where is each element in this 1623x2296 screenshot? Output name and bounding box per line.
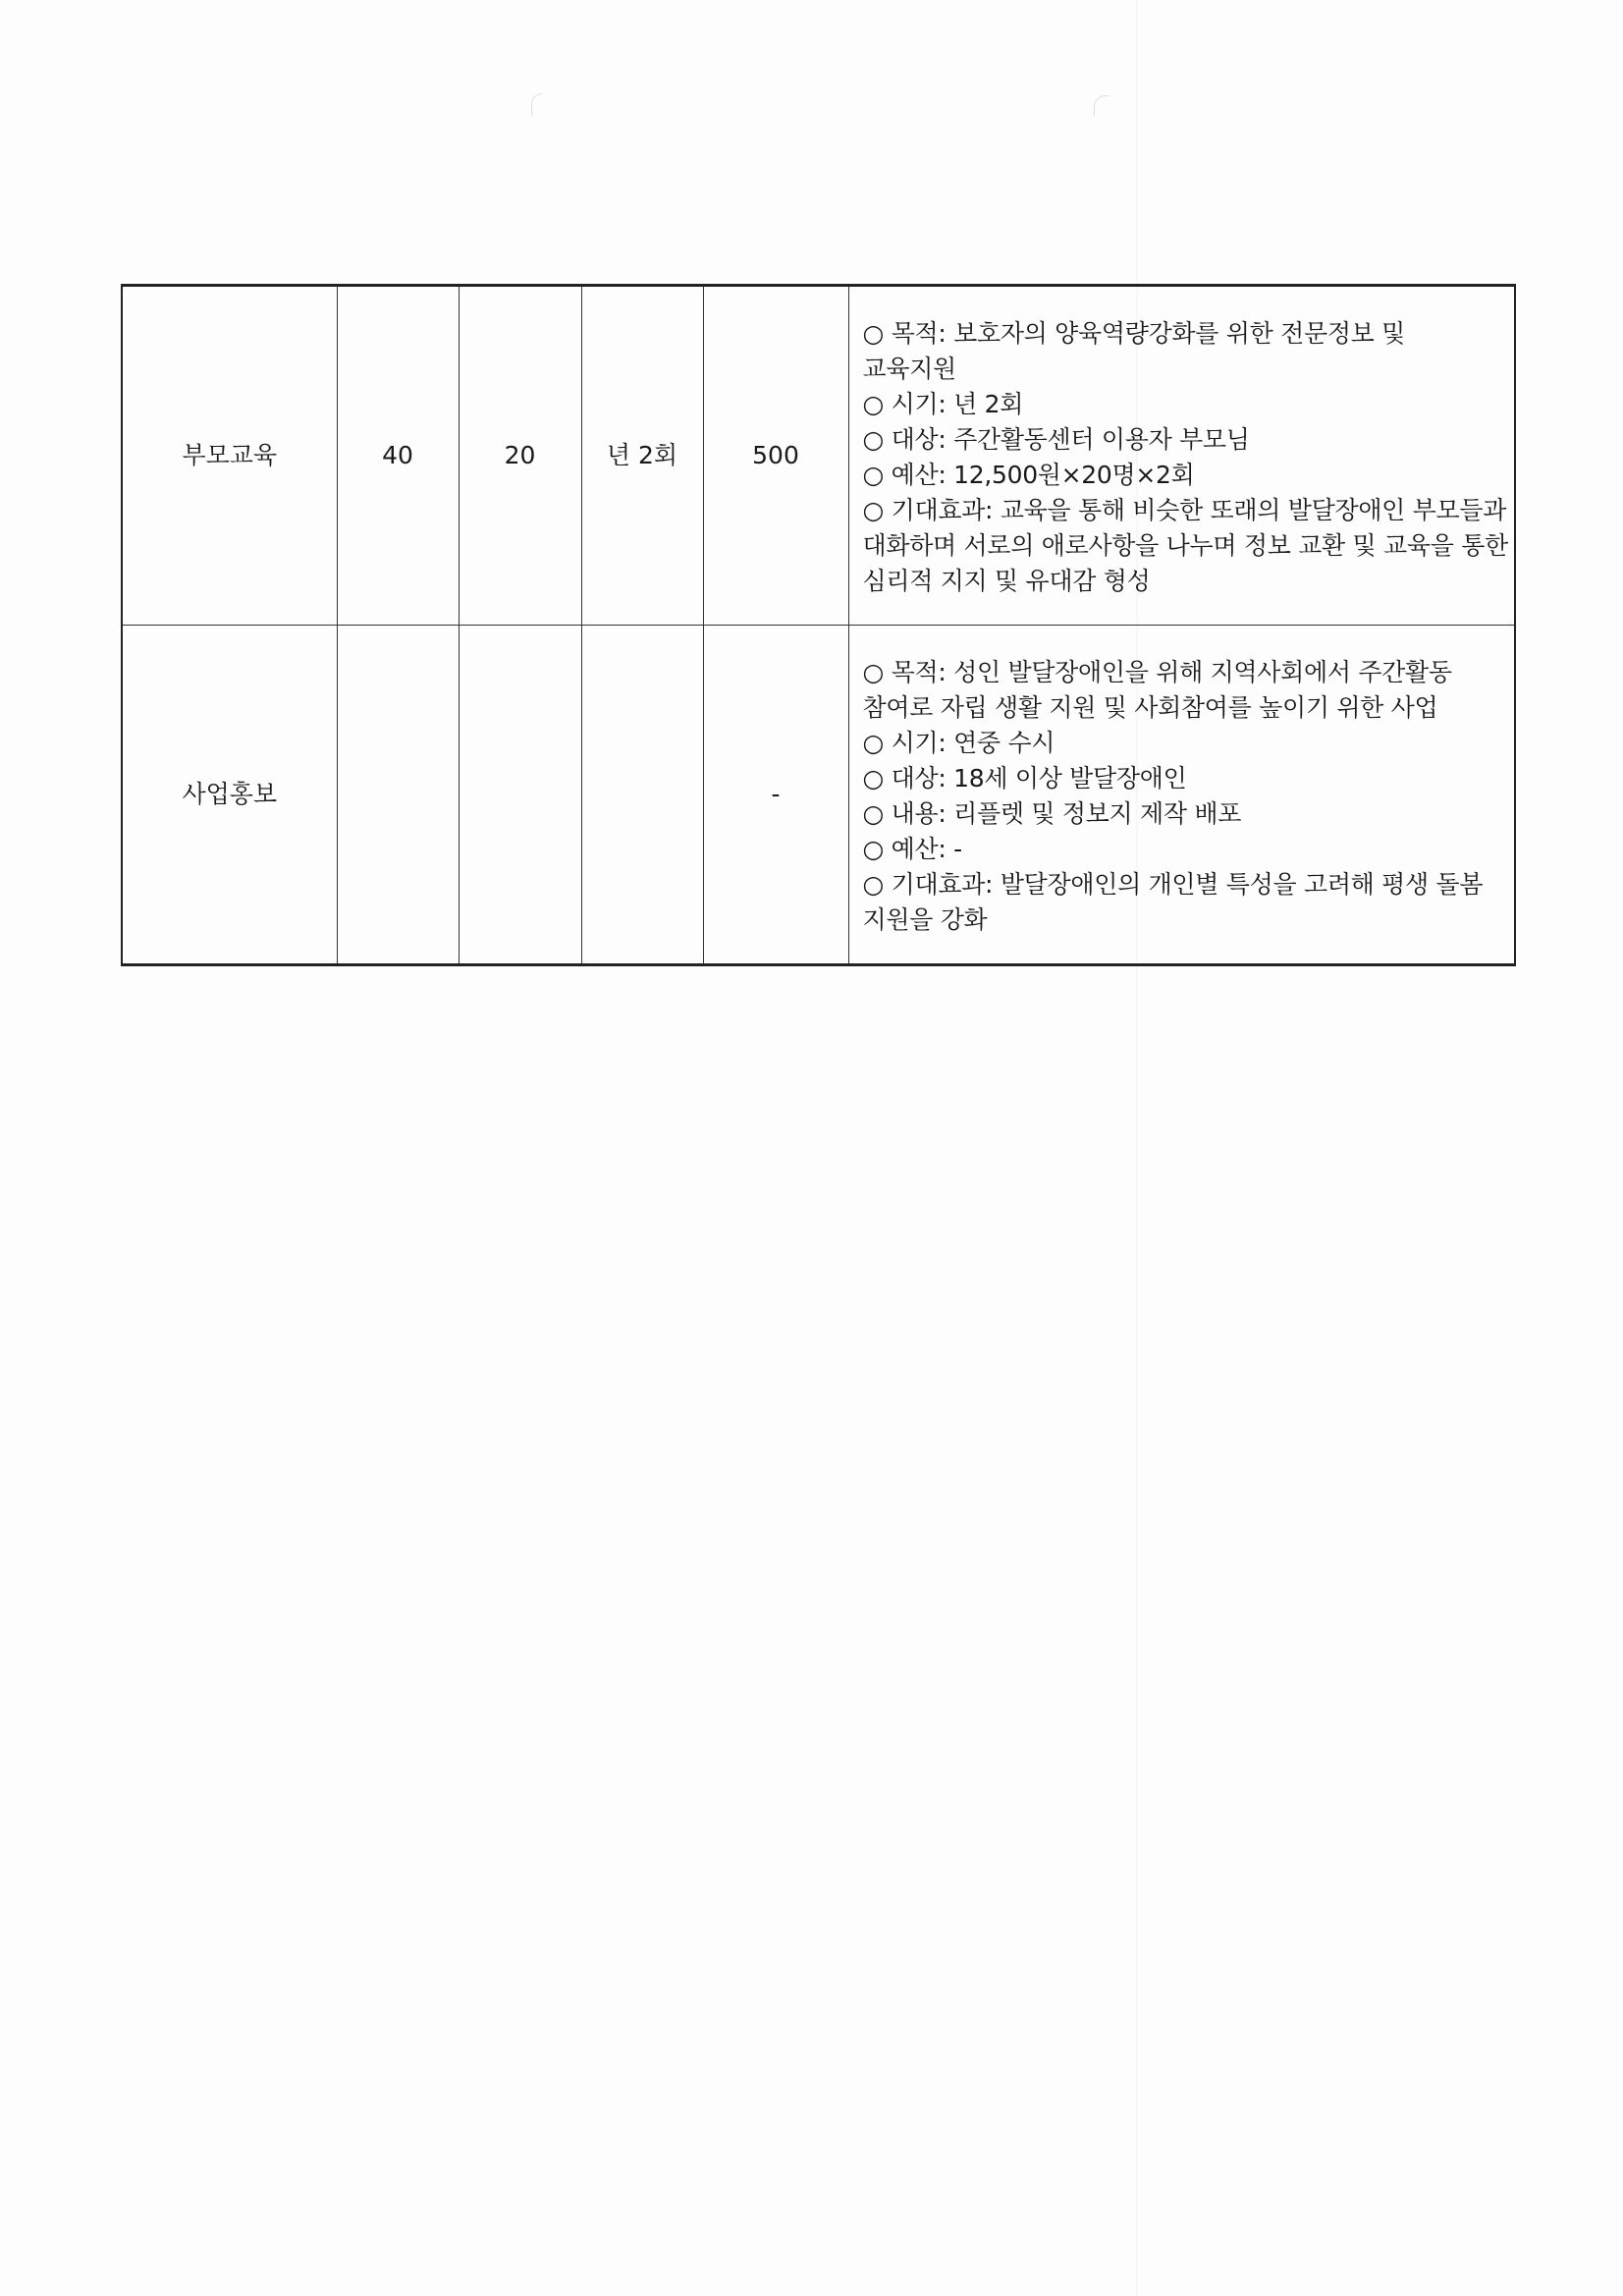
scan-mark [531, 93, 542, 116]
detail-line: ○ 예산: 12,500원×20명×2회 [862, 461, 1195, 489]
detail-line: 대화하며 서로의 애로사항을 나누며 정보 교환 및 교육을 통한 [862, 531, 1508, 560]
detail-line: ○ 대상: 18세 이상 발달장애인 [862, 764, 1187, 793]
frequency-cell [581, 626, 703, 965]
scan-mark [1094, 95, 1109, 116]
number-cell: 40 [337, 286, 459, 626]
detail-line: 지원을 강화 [862, 905, 988, 934]
number-cell: 20 [459, 286, 581, 626]
detail-line: ○ 기대효과: 교육을 통해 비슷한 또래의 발달장애인 부모들과 [862, 496, 1507, 524]
detail-line: ○ 시기: 연중 수시 [862, 729, 1055, 757]
detail-line: ○ 내용: 리플렛 및 정보지 제작 배포 [862, 799, 1242, 828]
number-cell [337, 626, 459, 965]
detail-line: ○ 대상: 주간활동센터 이용자 부모님 [862, 425, 1250, 454]
detail-line: ○ 목적: 성인 발달장애인을 위해 지역사회에서 주간활동 [862, 658, 1452, 686]
detail-line: 심리적 지지 및 유대감 형성 [862, 567, 1151, 595]
program-details-cell [848, 286, 1515, 626]
program-name-cell: 부모교육 [122, 286, 337, 626]
detail-line: 교육지원 [862, 355, 956, 383]
frequency-cell: 년 2회 [581, 286, 703, 626]
detail-line: ○ 목적: 보호자의 양육역량강화를 위한 전문정보 및 [862, 319, 1406, 348]
program-name-cell: 사업홍보 [122, 626, 337, 965]
detail-line: ○ 시기: 년 2회 [862, 390, 1024, 418]
detail-line: ○ 기대효과: 발달장애인의 개인별 특성을 고려해 평생 돌봄 [862, 870, 1484, 899]
detail-line: ○ 예산: - [862, 835, 962, 863]
detail-line: 참여로 자립 생활 지원 및 사회참여를 높이기 위한 사업 [862, 693, 1438, 722]
program-plan-table [121, 284, 1516, 966]
table-row [122, 626, 1515, 965]
budget-cell: - [703, 626, 848, 965]
budget-cell: 500 [703, 286, 848, 626]
number-cell [459, 626, 581, 965]
table-row [122, 286, 1515, 626]
program-details-cell [848, 626, 1515, 965]
